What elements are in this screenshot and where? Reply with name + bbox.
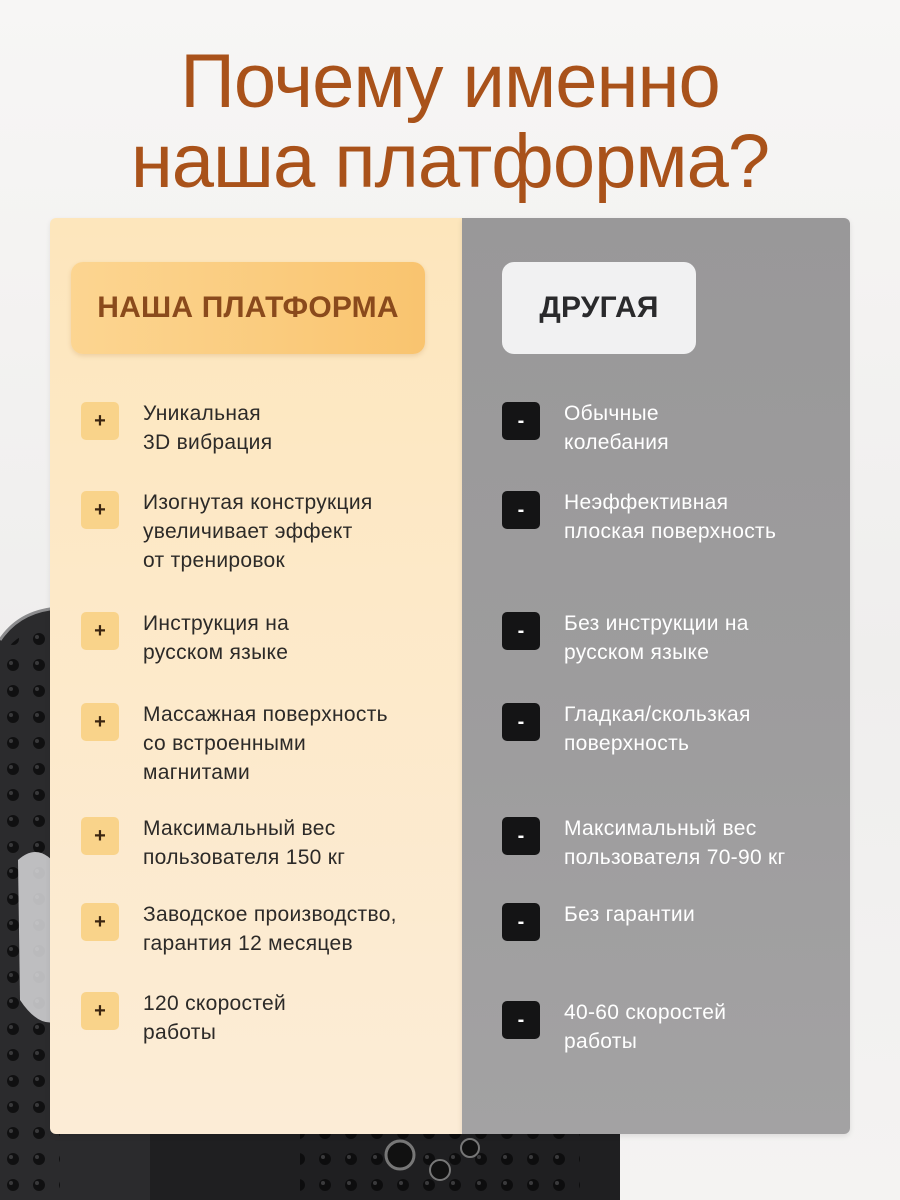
other-feature-text: Гладкая/скользкая поверхность xyxy=(564,703,751,755)
minus-icon: - xyxy=(502,817,540,855)
other-feature-item xyxy=(502,814,854,872)
minus-icon: - xyxy=(502,402,540,440)
our-feature-item xyxy=(81,399,463,457)
plus-icon: + xyxy=(81,612,119,650)
other-feature-item xyxy=(502,488,854,546)
other-feature-item xyxy=(502,998,854,1056)
our-feature-item xyxy=(81,488,463,575)
other-platform-header: ДРУГАЯ xyxy=(502,262,696,354)
other-feature-item xyxy=(502,609,854,667)
our-platform-column xyxy=(50,218,462,1134)
other-feature-item xyxy=(502,700,854,758)
plus-icon: + xyxy=(81,703,119,741)
other-feature-text: Без гарантии xyxy=(564,903,695,926)
plus-icon: + xyxy=(81,903,119,941)
other-feature-text: Максимальный вес пользователя 70-90 кг xyxy=(564,817,786,869)
minus-icon: - xyxy=(502,703,540,741)
our-feature-item xyxy=(81,989,463,1047)
other-feature-text: Без инструкции на русском языке xyxy=(564,612,749,664)
our-feature-item xyxy=(81,700,463,787)
other-feature-item xyxy=(502,399,854,457)
our-feature-text: Массажная поверхность со встроенными магнитами xyxy=(143,703,388,784)
other-feature-text: Неэффективная плоская поверхность xyxy=(564,491,777,543)
minus-icon: - xyxy=(502,903,540,941)
minus-icon: - xyxy=(502,491,540,529)
other-feature-text: Обычные колебания xyxy=(564,402,669,454)
other-feature-item xyxy=(502,900,854,941)
our-feature-text: Максимальный вес пользователя 150 кг xyxy=(143,817,346,869)
our-feature-text: Уникальная 3D вибрация xyxy=(143,402,273,454)
our-feature-text: Изогнутая конструкция увеличивает эффект от тренировок xyxy=(143,491,373,572)
our-platform-header: НАША ПЛАТФОРМА xyxy=(71,262,425,354)
minus-icon: - xyxy=(502,612,540,650)
our-feature-text: Инструкция на русском языке xyxy=(143,612,290,664)
our-feature-text: Заводское производство, гарантия 12 месяцев xyxy=(143,903,397,955)
our-feature-item xyxy=(81,900,463,958)
plus-icon: + xyxy=(81,817,119,855)
other-feature-text: 40-60 скоростей работы xyxy=(564,1001,727,1053)
minus-icon: - xyxy=(502,1001,540,1039)
plus-icon: + xyxy=(81,491,119,529)
our-feature-text: 120 скоростей работы xyxy=(143,992,287,1044)
our-feature-item xyxy=(81,814,463,872)
our-feature-item xyxy=(81,609,463,667)
page-title: Почему именно наша платформа? xyxy=(130,39,770,204)
plus-icon: + xyxy=(81,402,119,440)
plus-icon: + xyxy=(81,992,119,1030)
other-platform-column xyxy=(462,218,850,1134)
